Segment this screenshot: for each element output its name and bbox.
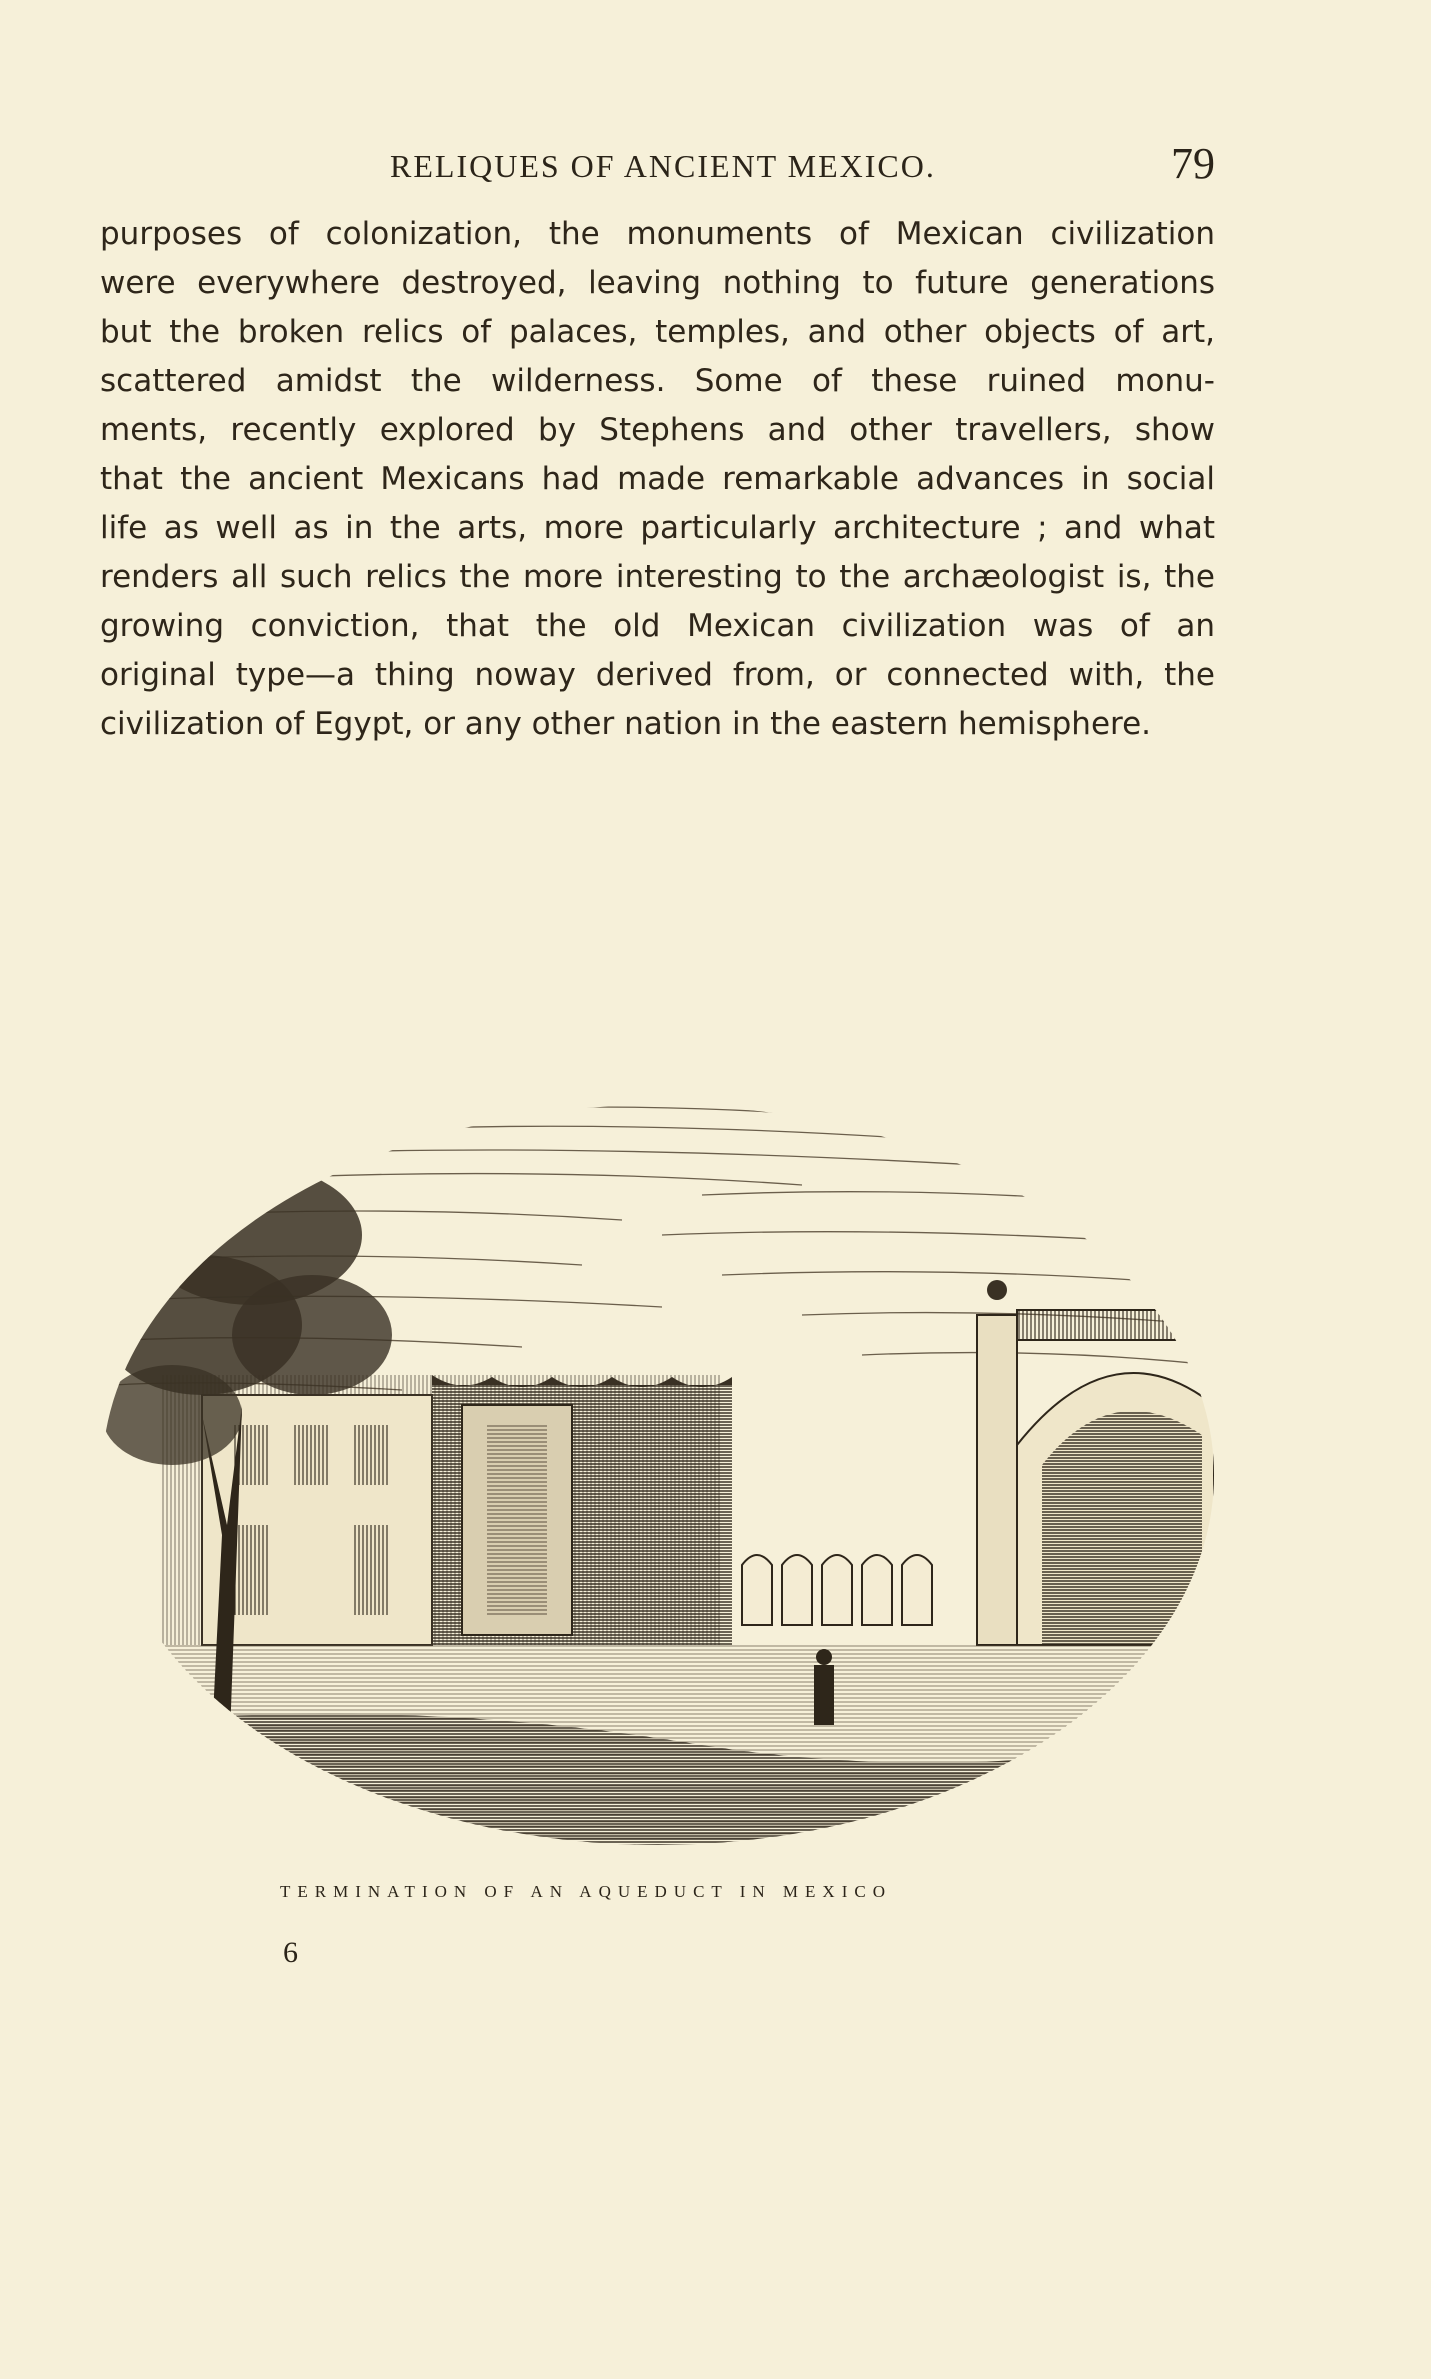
running-head (100, 139, 1215, 192)
engraving-illustration (102, 1085, 1214, 1855)
text-line: but the broken relics of palaces, temples, and other objects of art, (100, 314, 1215, 350)
text-line: that the ancient Mexicans had made remarkable advances in social (100, 461, 1215, 497)
text-line: life as well as in the arts, more particularly architecture ; and what (100, 510, 1215, 546)
text-line: purposes of colonization, the monuments of Mexican civilization (100, 216, 1215, 252)
page-number: 79 (1171, 139, 1215, 188)
text-line: original type—a thing noway derived from, or connected with, the (100, 657, 1215, 693)
text-line: were everywhere destroyed, leaving nothing to future generations (100, 265, 1215, 301)
running-title: RELIQUES OF ANCIENT MEXICO. (390, 148, 936, 184)
signature-mark: 6 (283, 1936, 298, 1969)
text-line: growing conviction, that the old Mexican civilization was of an (100, 608, 1215, 644)
text-line: renders all such relics the more interesting to the archæologist is, the (100, 559, 1215, 595)
text-line: ments, recently explored by Stephens and other travellers, show (100, 412, 1215, 448)
text-line: civilization of Egypt, or any other nation in the eastern hemisphere. (100, 706, 1152, 742)
text-line: scattered amidst the wilderness. Some of these ruined monu- (100, 363, 1215, 399)
figure-caption: TERMINATION OF AN AQUEDUCT IN MEXICO (280, 1882, 892, 1901)
body-paragraph (100, 210, 1215, 749)
